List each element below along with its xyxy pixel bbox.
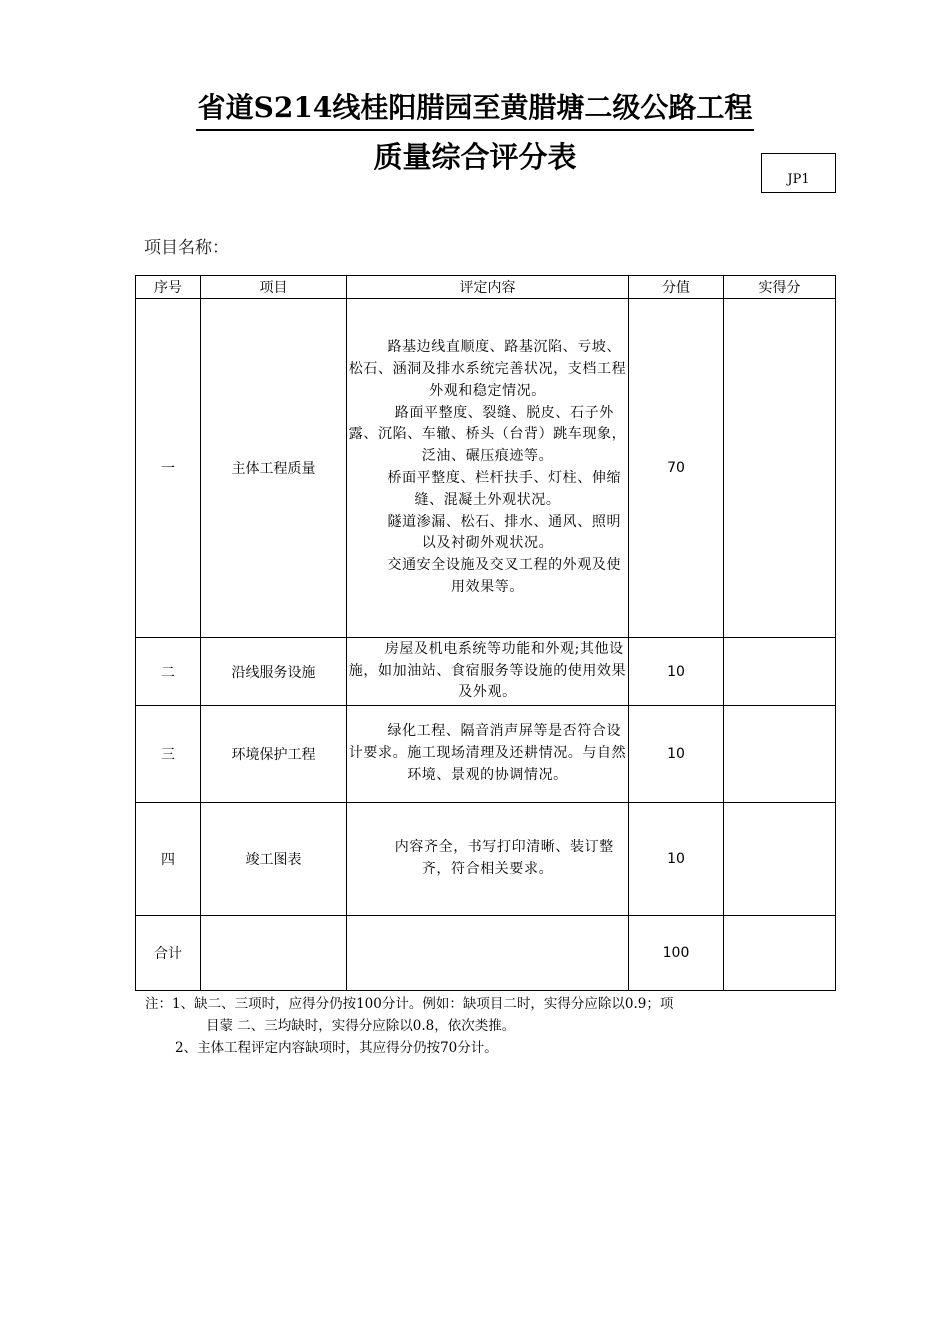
total-content-empty [347, 916, 629, 991]
row-content [347, 638, 629, 706]
table-row [136, 803, 836, 916]
note-line: 2、主体工程评定内容缺项时，其应得分仍按70分计。 [175, 1040, 498, 1056]
row-actual-score[interactable] [724, 638, 836, 706]
content-paragraph: 路基边线直顺度、路基沉陷、亏坡、松石、涵洞及排水系统完善状况，支档工程外观和稳定情况。 [348, 339, 627, 399]
row-content [347, 299, 629, 638]
row-item: 竣工图表 [201, 803, 347, 916]
notes [145, 993, 845, 1059]
row-actual-score[interactable] [724, 803, 836, 916]
content-paragraph: 隧道渗漏、松石、排水、通风、照明以及衬砌外观状况。 [387, 513, 622, 552]
row-item: 主体工程质量 [201, 299, 347, 638]
header-content: 评定内容 [347, 276, 629, 299]
form-code: JP1 [787, 171, 810, 187]
total-score: 100 [629, 916, 724, 991]
content-paragraph: 内容齐全，书写打印清晰、装订整齐，符合相关要求。 [394, 839, 614, 877]
form-code-box [761, 153, 836, 193]
row-no: 二 [136, 638, 201, 706]
row-actual-score[interactable] [724, 299, 836, 638]
header-actual: 实得分 [724, 276, 836, 299]
total-label: 合计 [136, 916, 201, 991]
row-no: 一 [136, 299, 201, 638]
header-score: 分值 [629, 276, 724, 299]
document-subtitle: 质量综合评分表 [373, 140, 577, 174]
project-name-label: 项目名称： [144, 238, 229, 258]
table-row [136, 299, 836, 638]
table-header-row [136, 276, 836, 299]
note-line: 注：1、缺二、三项时，应得分仍按100分计。例如：缺项目二时，实得分应除以0.9；项 [145, 996, 674, 1012]
row-no: 三 [136, 706, 201, 803]
content-paragraph: 桥面平整度、栏杆扶手、灯柱、伸缩缝、混凝土外观状况。 [387, 470, 622, 508]
row-item: 环境保护工程 [201, 706, 347, 803]
total-item-empty [201, 916, 347, 991]
row-no: 四 [136, 803, 201, 916]
score-table [135, 275, 836, 991]
note-line: 目蒙 二、三均缺时，实得分应除以0.8，依次类推。 [206, 1018, 516, 1034]
header-no: 序号 [136, 276, 201, 299]
table-row [136, 706, 836, 803]
content-paragraph: 房屋及机电系统等功能和外观;其他设施，如加油站、食宿服务等设施的使用效果及外观。 [348, 640, 627, 701]
content-paragraph: 绿化工程、隔音消声屏等是否符合设计要求。施工现场清理及还耕情况。与自然环境、景观的协调情况。 [348, 723, 627, 783]
table-row [136, 638, 836, 706]
row-score: 10 [629, 638, 724, 706]
document-title-text: 省道S214线桂阳腊园至黄腊塘二级公路工程 [196, 88, 755, 131]
document-title [0, 88, 950, 131]
row-score: 70 [629, 299, 724, 638]
content-paragraph: 路面平整度、裂缝、脱皮、石子外露、沉陷、车辙、桥头（台背）跳车现象，泛油、碾压痕迹等。 [348, 404, 627, 465]
row-content [347, 803, 629, 916]
content-paragraph: 交通安全设施及交叉工程的外观及使用效果等。 [387, 557, 622, 595]
total-actual-score[interactable] [724, 916, 836, 991]
row-actual-score[interactable] [724, 706, 836, 803]
row-score: 10 [629, 706, 724, 803]
row-score: 10 [629, 803, 724, 916]
row-content [347, 706, 629, 803]
table-total-row [136, 916, 836, 991]
row-item: 沿线服务设施 [201, 638, 347, 706]
header-item: 项目 [201, 276, 347, 299]
